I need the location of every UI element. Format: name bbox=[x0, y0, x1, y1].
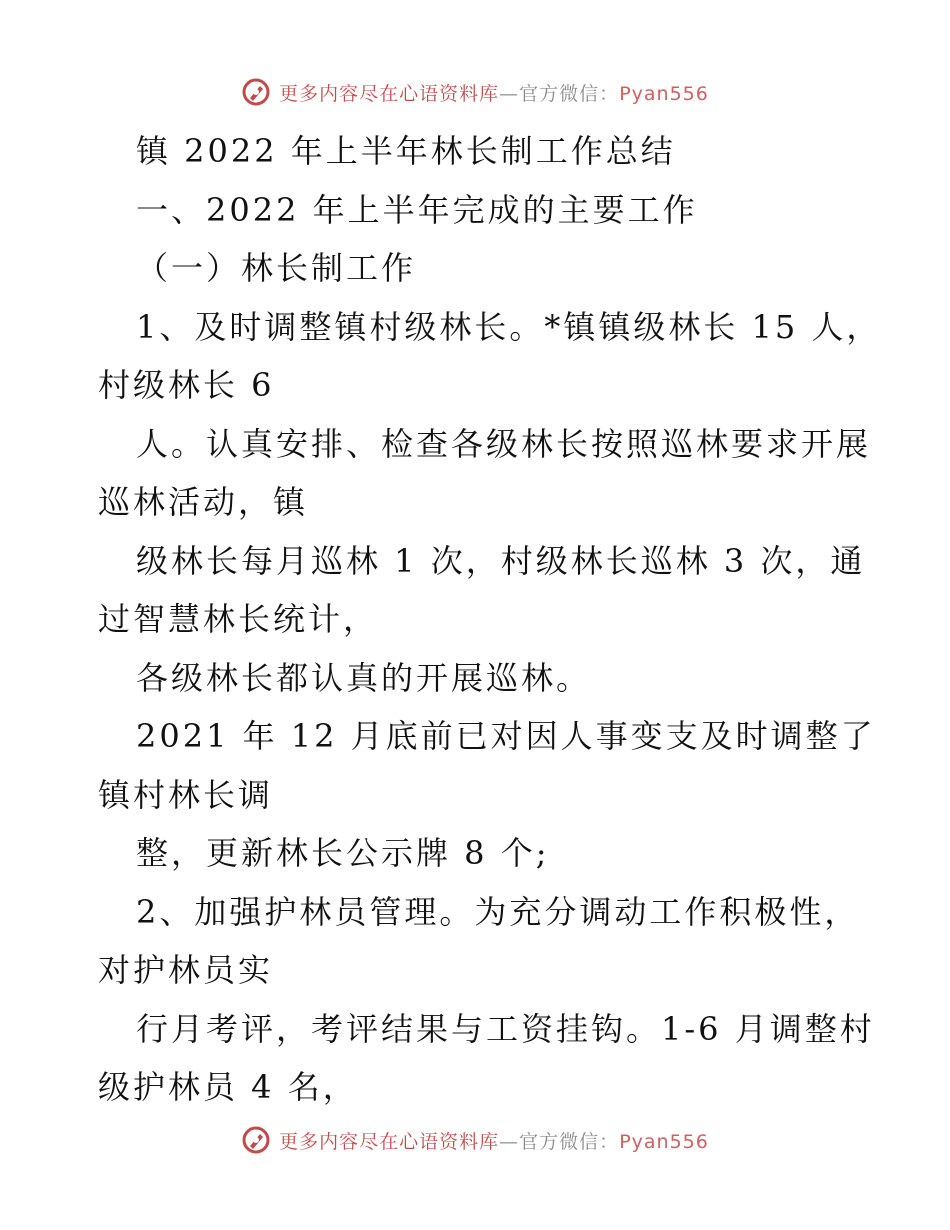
watermark-text: 更多内容尽在心语资料库—官方微信：Pyan556 bbox=[279, 82, 709, 105]
paragraph-line: 2021 年 12 月底前已对因人事变支及时调整了 bbox=[136, 717, 876, 755]
paragraph-line: 级护林员 4 名， bbox=[98, 1068, 358, 1106]
watermark-header bbox=[0, 72, 950, 112]
section-heading: 一、2022 年上半年完成的主要工作 bbox=[136, 190, 698, 229]
paragraph-line: 对护林员实 bbox=[98, 951, 274, 989]
paragraph-line: 人。认真安排、检查各级林长按照巡林要求开展 bbox=[136, 424, 872, 463]
paragraph-line: 2、加强护林员管理。为充分调动工作积极性， bbox=[136, 892, 860, 931]
paragraph-line: 级林长每月巡林 1 次，村级林长巡林 3 次，通 bbox=[136, 541, 866, 580]
paragraph-line: 各级林长都认真的开展巡林。 bbox=[136, 658, 592, 697]
paragraph-line: 巡林活动，镇 bbox=[98, 483, 309, 521]
document-body bbox=[98, 122, 882, 1117]
subsection-heading: （一）林长制工作 bbox=[136, 249, 417, 287]
document-title: 镇 2022 年上半年林长制工作总结 bbox=[136, 132, 676, 170]
paragraph-line: 行月考评，考评结果与工资挂钩。1-6 月调整村 bbox=[136, 1009, 875, 1048]
paragraph-line: 整，更新林长公示牌 8 个; bbox=[136, 834, 550, 872]
watermark-text: 更多内容尽在心语资料库—官方微信：Pyan556 bbox=[279, 1130, 709, 1153]
paragraph-line: 镇村林长调 bbox=[98, 775, 274, 814]
pen-seal-icon bbox=[241, 77, 271, 107]
watermark-footer bbox=[0, 1120, 950, 1160]
paragraph-line: 过智慧林长统计， bbox=[98, 600, 379, 638]
paragraph-line: 村级林长 6 bbox=[98, 366, 275, 404]
paragraph-line: 1、及时调整镇村级林长。*镇镇级林长 15 人， bbox=[136, 307, 882, 346]
pen-seal-icon bbox=[241, 1125, 271, 1155]
